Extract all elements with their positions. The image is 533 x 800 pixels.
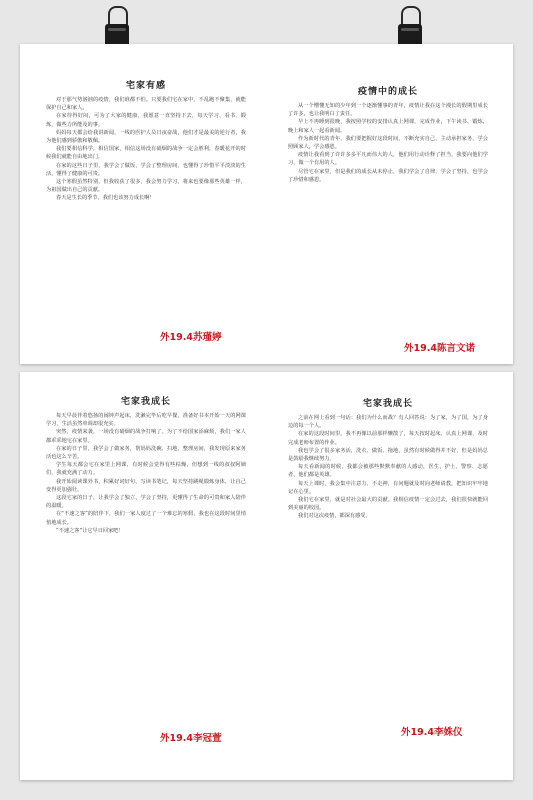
essay-paragraph: 春天是生长的季节，我们也该努力成长啊！ [56, 195, 155, 202]
essay-paragraph: 每天看新闻的时候，我都会被那些默默奉献的人感动，医生、护士、警察、志愿者，他们都是英雄。 [288, 464, 488, 479]
essay-paragraph: 尽管宅在家里，但是我们的成长从未停止，我们学会了自律，学会了坚持，也学会了珍惜和感恩。 [288, 168, 488, 183]
author-signature: 外19.4李冠萱 [160, 733, 222, 744]
essay-4 [288, 396, 488, 768]
essay-paragraph: 这个寒假虽然特别，但我收获了很多，我会努力学习，将来也要像那些英雄一样，为祖国做出自己的贡献。 [46, 179, 246, 194]
essay-2 [288, 84, 488, 402]
essay-paragraph: 早上不再睡到很晚，我按照学校的安排认真上网课，完成作业，下午读书、锻炼，晚上和家人一起看新闻。 [288, 119, 488, 134]
essay-paragraph: 突然，疫情来袭，一场没有硝烟的战争打响了。为了不给国家添麻烦，我们一家人都乖乖地宅在家里。 [46, 429, 246, 444]
essay-paragraph: 我也学会了很多家务活，洗衣、做饭、拖地，虽然有时候做得并不好，但是妈妈总是鼓励我继续努力。 [288, 447, 488, 463]
essay-paragraph: 疫情让我看到了许许多多平凡而伟大的人，他们用行动诠释了担当，我要向他们学习，做一个有用的人。 [288, 152, 488, 167]
author-signature: 外19.4苏瑾婷 [160, 332, 222, 343]
essay-title: 宅家我成长 [362, 399, 413, 409]
essay-title: 疫情中的成长 [357, 87, 418, 97]
essay-paragraph: 在家的这些日子里，我学会了做饭，学会了整理房间，也懂得了珍惜平平淡淡的生活，懂得了健康的可贵。 [46, 162, 246, 177]
essay-paragraph: 这段宅家的日子，让我学会了独立，学会了坚持，更懂得了生命的可贵和家人陪伴的温暖。 [46, 495, 246, 510]
essay-paragraph: 每天早晨伴着悠扬的闹钟声起床，洗漱完毕后吃早餐，准备好书本开始一天的网课学习，生活虽然单调却很充实。 [46, 413, 246, 428]
essay-paragraph: 作为新时代的青年，我们要把握好这段时间，不断充实自己，主动承担家务，学会照顾家人，学会感恩。 [288, 135, 488, 151]
essay-title: 宅家我成长 [120, 397, 171, 407]
essay-title: 宅家有感 [125, 81, 166, 91]
essay-paragraph: 妈妈每天都会给我讲新闻，一线的医护人员日夜奋战，他们才是最美的逆行者，我为他们感到骄傲和敬佩。 [46, 129, 246, 145]
essay-paragraph: “不速之客”让它早日回家吧！ [56, 527, 124, 534]
essay-paragraph: 我们要相信科学，相信国家，相信这场没有硝烟的战争一定会胜利，春暖花开的时候我们就能自由地出门。 [46, 146, 246, 161]
essay-paragraph: 我们对这次疫情，都深有感受。 [298, 513, 371, 520]
paper-sheet-top [20, 44, 513, 364]
essay-paragraph: 每天上课时，我会集中注意力，不走神，有问题就及时向老师请教，把知识牢牢地记在心里。 [288, 480, 488, 495]
author-signature: 外19.4陈言文诺 [404, 343, 475, 354]
essay-paragraph: 在家的日子里，我学会了做家务，帮妈妈洗碗、扫地、整理房间，我发现原来家务活也这么辛苦。 [46, 445, 246, 461]
essay-3 [46, 394, 246, 762]
essay-paragraph: 在“不速之客”的陪伴下，我们一家人度过了一个难忘的寒假，我也在这段时间里悄悄地成长。 [46, 511, 246, 526]
essay-paragraph: 在家待得好闷，可为了大家的健康，我愿意一直坚持下去，每天学习、看书、锻炼，做些力所能及的事。 [46, 113, 246, 128]
essay-paragraph: 从一个懵懂无知的少年到一个逐渐懂事的青年，疫情让我在这个漫长的假期里成长了许多，也让我明白了责任。 [288, 103, 488, 118]
paper-sheet-bottom [20, 372, 513, 780]
author-signature: 外19.4李姝仪 [401, 727, 463, 738]
essay-paragraph: 学生每天都会宅在家里上网课，有时候会觉得有些枯燥，但想到一线的叔叔阿姨们，我就充满了动力。 [46, 462, 246, 477]
essay-paragraph: 之前在网上看到一句话：我们为什么而战？有人回答说：为了家，为了国，为了身边的每一个人。 [288, 415, 488, 430]
essay-paragraph: 我开始阅读课外书，积累好词好句，写读书笔记，每天坚持跳绳锻炼身体，让自己变得更加强壮。 [46, 478, 246, 493]
essay-paragraph: 我们宅在家里，就是对社会最大的贡献。我相信疫情一定会过去，我们很快就能回到美丽的校园。 [288, 497, 488, 512]
essay-paragraph: 对于那气势汹汹的疫情，我们谁都不怕。只要我们宅在家中，不乱跑不聚集，就能保护自己和家人。 [46, 97, 246, 112]
essay-paragraph: 在家的这段时间里，我不再像以前那样懒散了，每天按时起床，认真上网课，及时完成老师布置的作业。 [288, 431, 488, 446]
